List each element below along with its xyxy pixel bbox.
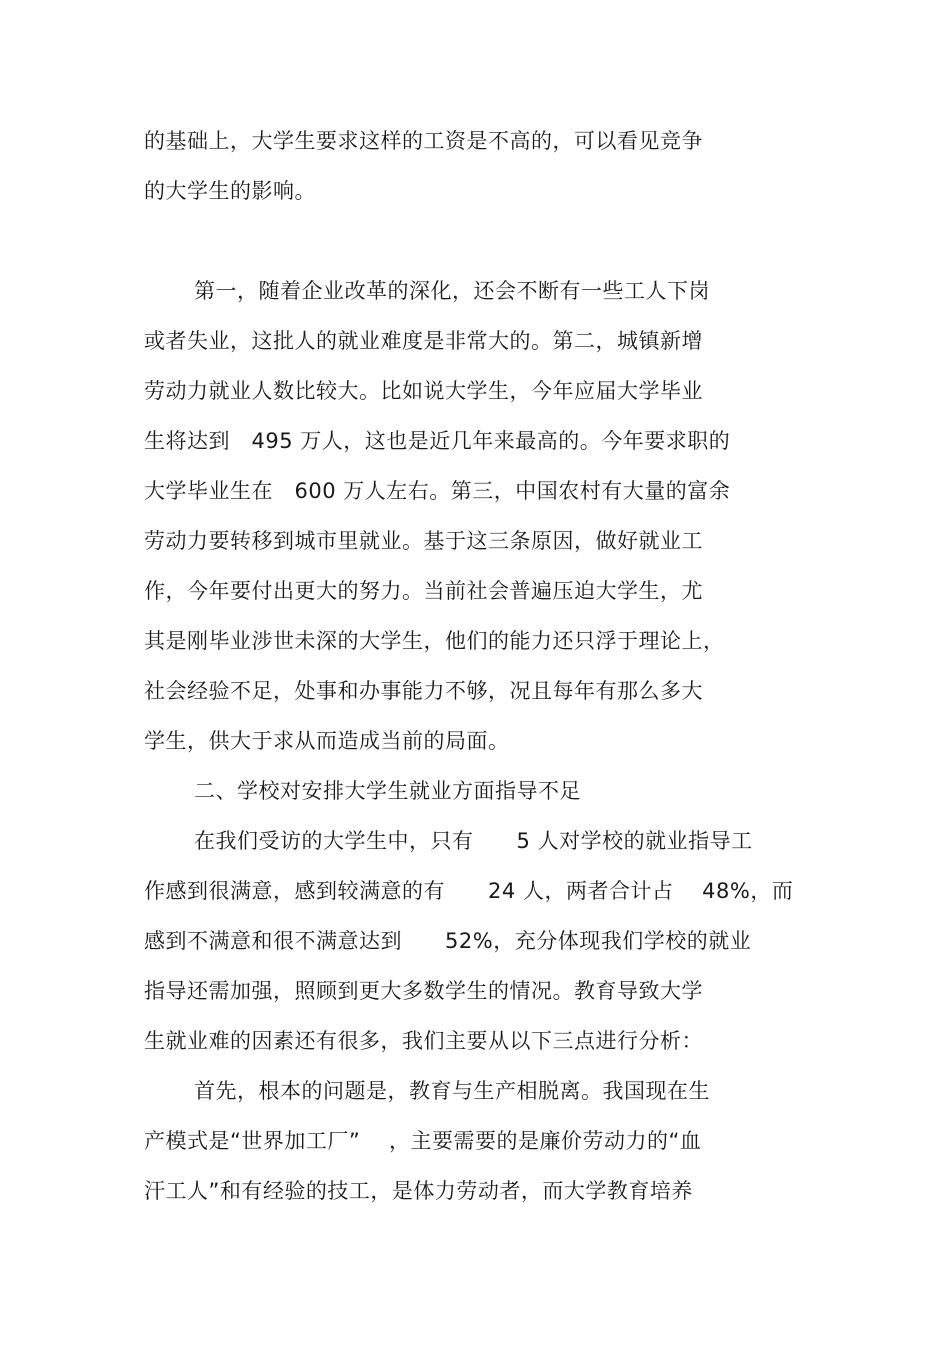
text-line: 作，今年要付出更大的努力。当前社会普遍压迫大学生，尤 [144, 579, 703, 603]
text-line: 或者失业，这批人的就业难度是非常大的。第二，城镇新增 [144, 329, 703, 353]
paragraph-first-line: 第一，随着企业改革的深化，还会不断有一些工人下岗 [194, 279, 710, 303]
section-heading: 二、学校对安排大学生就业方面指导不足 [194, 779, 581, 803]
text-line: 大学毕业生在 600 万人左右。第三，中国农村有大量的富余 [144, 479, 731, 503]
paragraph-first-line: 首先，根本的问题是，教育与生产相脱离。我国现在生 [194, 1079, 710, 1103]
text-line: 劳动力就业人数比较大。比如说大学生，今年应届大学毕业 [144, 379, 703, 403]
text-line: 感到不满意和很不满意达到 52%，充分体现我们学校的就业 [144, 929, 752, 953]
text-line: 其是刚毕业涉世未深的大学生，他们的能力还只浮于理论上， [144, 629, 725, 653]
text-line: 生就业难的因素还有很多，我们主要从以下三点进行分析： [144, 1029, 703, 1053]
text-line: 产模式是“世界加工厂” ，主要需要的是廉价劳动力的“血 [144, 1129, 702, 1153]
text-line: 指导还需加强，照顾到更大多数学生的情况。教育导致大学 [144, 979, 703, 1003]
text-line: 生将达到 495 万人，这也是近几年来最高的。今年要求职的 [144, 429, 731, 453]
text-line: 的基础上，大学生要求这样的工资是不高的，可以看见竞争 [144, 129, 703, 153]
text-line: 社会经验不足，处事和办事能力不够，况且每年有那么多大 [144, 679, 703, 703]
text-line: 汗工人”和有经验的技工，是体力劳动者，而大学教育培养 [144, 1179, 693, 1203]
paragraph-first-line: 在我们受访的大学生中，只有 5 人对学校的就业指导工 [194, 829, 753, 853]
text-line: 学生，供大于求从而造成当前的局面。 [144, 729, 510, 753]
text-line: 劳动力要转移到城市里就业。基于这三条原因，做好就业工 [144, 529, 703, 553]
text-line: 作感到很满意，感到较满意的有 24 人，两者合计占 48%，而 [144, 879, 794, 903]
text-line: 的大学生的影响。 [144, 179, 316, 203]
